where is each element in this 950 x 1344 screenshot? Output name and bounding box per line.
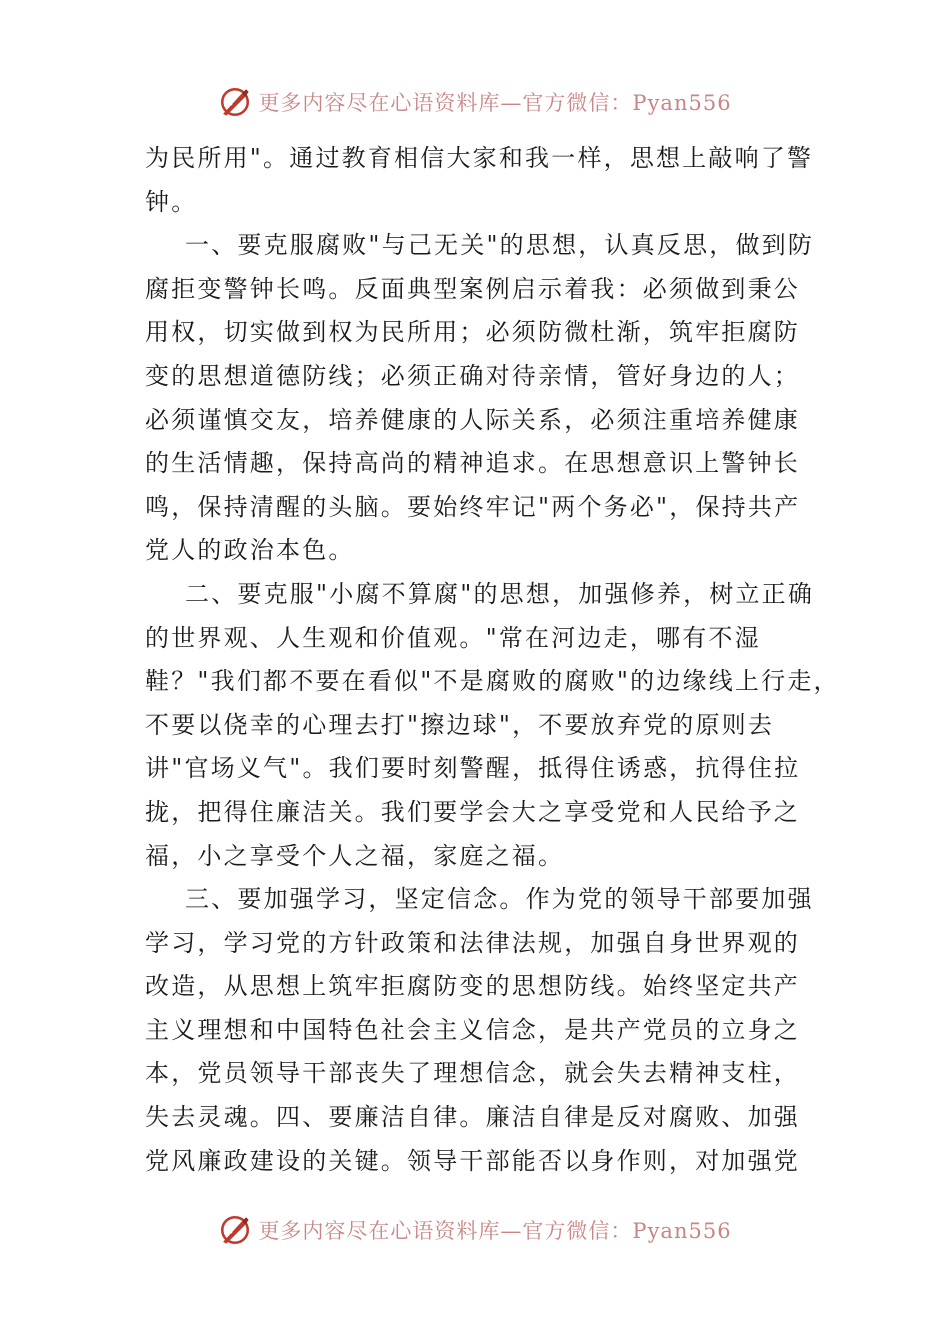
paragraph-start-line: 一、要克服腐败"与己无关"的思想，认真反思，做到防 (185, 231, 815, 260)
footer-watermark (0, 1210, 950, 1250)
paragraph-start-line: 二、要克服"小腐不算腐"的思想，加强修养，树立正确 (185, 579, 815, 608)
text-line: 党人的政治本色。 (145, 536, 355, 565)
pen-logo-icon (218, 1213, 252, 1247)
text-line: 党风廉政建设的关键。领导干部能否以身作则，对加强党 (145, 1146, 800, 1175)
text-line: 用权，切实做到权为民所用；必须防微杜渐，筑牢拒腐防 (145, 318, 800, 347)
text-line: 鸣，保持清醒的头脑。要始终牢记"两个务必"，保持共产 (145, 492, 801, 521)
header-watermark (0, 82, 950, 122)
document-body (145, 137, 840, 1183)
text-line: 主义理想和中国特色社会主义信念，是共产党员的立身之 (145, 1015, 800, 1044)
text-line: 为民所用"。通过教育相信大家和我一样，思想上敲响了警 (145, 144, 814, 172)
text-line: 必须谨慎交友，培养健康的人际关系，必须注重培养健康 (145, 405, 800, 434)
text-line: 失去灵魂。四、要廉洁自律。廉洁自律是反对腐败、加强 (145, 1103, 800, 1132)
text-line: 福，小之享受个人之福，家庭之福。 (145, 841, 565, 870)
pen-logo-icon (218, 85, 252, 119)
text-line: 变的思想道德防线；必须正确对待亲情，管好身边的人； (145, 361, 800, 390)
text-line: 的生活情趣，保持高尚的精神追求。在思想意识上警钟长 (145, 449, 800, 478)
paragraph-start-line: 三、要加强学习，坚定信念。作为党的领导干部要加强 (185, 885, 814, 914)
text-line: 鞋？"我们都不要在看似"不是腐败的腐败"的边缘线上行走， (145, 667, 840, 696)
text-line: 拢，把得住廉洁关。我们要学会大之享受党和人民给予之 (145, 797, 800, 826)
text-line: 腐拒变警钟长鸣。反面典型案例启示着我：必须做到秉公 (145, 274, 800, 303)
watermark-text: 更多内容尽在心语资料库—官方微信：Pyan556 (258, 91, 732, 115)
text-line: 的世界观、人生观和价值观。"常在河边走，哪有不湿 (145, 623, 761, 652)
text-line: 不要以侥幸的心理去打"擦边球"，不要放弃党的原则去 (145, 710, 775, 739)
text-line: 学习，学习党的方针政策和法律法规，加强自身世界观的 (145, 928, 800, 957)
watermark-text: 更多内容尽在心语资料库—官方微信：Pyan556 (258, 1219, 732, 1243)
text-line: 本，党员领导干部丧失了理想信念，就会失去精神支柱， (145, 1059, 800, 1088)
text-line: 改造，从思想上筑牢拒腐防变的思想防线。始终坚定共产 (145, 972, 800, 1001)
text-line: 钟。 (145, 187, 198, 216)
text-line: 讲"官场义气"。我们要时刻警醒，抵得住诱惑，抗得住拉 (145, 754, 801, 783)
